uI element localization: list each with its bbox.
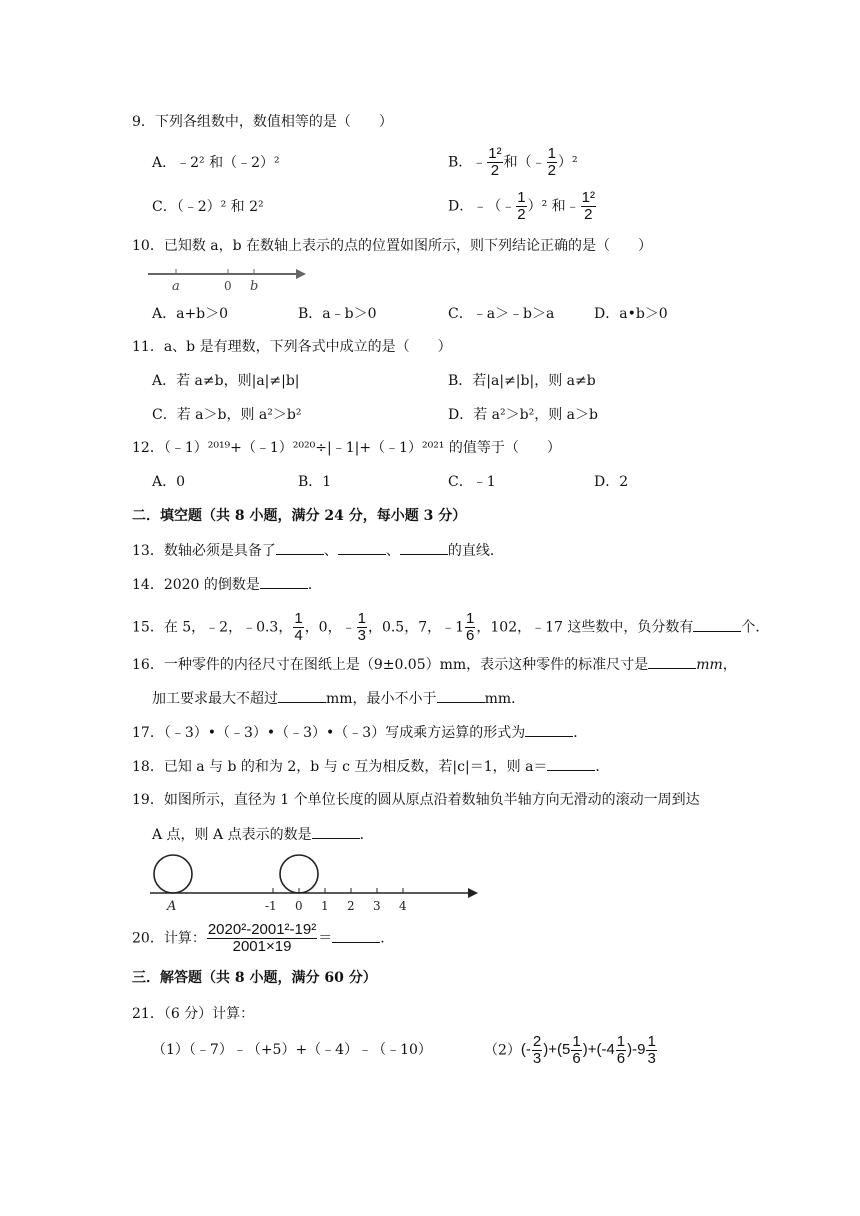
q19-line-2: A 点，则 A 点表示的数是 ． — [152, 824, 374, 845]
answer-blank — [693, 617, 741, 632]
q11-stem: 11．a、b 是有理数，下列各式中成立的是（ ） — [132, 339, 452, 355]
answer-blank — [400, 540, 448, 555]
q10-option-b: B．a﹣b＞0 — [298, 306, 377, 322]
answer-blank — [312, 824, 360, 839]
q11-option-c: C．若 a＞b，则 a²＞b² — [152, 407, 302, 423]
fraction-1-over-4: $\frac{1}{4}$ — [294, 610, 303, 644]
q19-rolling-circle-diagram — [148, 852, 483, 914]
q12-stem: 12．（﹣1）²⁰¹⁹+（﹣1）²⁰²⁰÷|﹣1|+（﹣1）²⁰²¹ 的值等于（ ） — [132, 440, 561, 456]
q18: 18．已知 a 与 b 的和为 2，b 与 c 互为相反数，若|c|＝1，则 a＝ ． — [132, 756, 609, 777]
q21-part-1: （1）（﹣7）﹣（+5）+（﹣4）﹣（﹣10） — [152, 1042, 432, 1058]
q13: 13．数轴必须是具备了 、 、 的直线． — [132, 540, 504, 561]
q16-line-1: 16．一种零件的内径尺寸在图纸上是（9±0.05）mm，表示这种零件的标准尺寸是 mm， — [132, 654, 737, 675]
q9-option-a: A．﹣2² 和（﹣2）² — [152, 155, 280, 171]
axis-label-A: A — [167, 899, 177, 914]
q10-stem: 10．已知数 a，b 在数轴上表示的点的位置如图所示，则下列结论正确的是（ ） — [132, 238, 653, 254]
answer-blank — [525, 722, 573, 737]
answer-blank — [260, 574, 308, 589]
answer-blank — [332, 928, 380, 943]
q14: 14．2020 的倒数是 ． — [132, 574, 322, 595]
answer-blank — [437, 688, 485, 703]
fraction-1-squared-over-2: $\frac{\text{1²}}{2}$ — [488, 145, 502, 179]
q20-fraction: $\frac{\text{2020²-2001²-19²}}{2001\times 19}$ — [207, 921, 317, 955]
q16-line-2: 加工要求最大不超过 mm，最小不小于 mm． — [152, 688, 525, 709]
section-2-heading: 二．填空题（共 8 小题，满分 24 分，每小题 3 分） — [132, 508, 467, 524]
axis-label-b: b — [250, 279, 259, 294]
q12-option-b: B．1 — [298, 474, 332, 490]
q21-stem: 21．（6 分）计算： — [132, 1006, 255, 1022]
axis-label-0: 0 — [295, 899, 303, 913]
answer-blank — [648, 654, 696, 669]
fraction-1-over-2: $\frac{1}{2}$ — [517, 189, 526, 223]
q19-line-1: 19．如图所示，直径为 1 个单位长度的圆从原点沿着数轴负半轴方向无滑动的滚动一周到达 — [132, 792, 700, 808]
axis-label-neg1: -1 — [265, 899, 277, 913]
q10-option-a: A．a+b＞0 — [152, 306, 229, 322]
section-3-heading: 三．解答题（共 8 小题，满分 60 分） — [132, 970, 377, 986]
answer-blank — [276, 540, 324, 555]
fraction-1-over-6: $\frac{1}{6}$ — [466, 610, 475, 644]
answer-blank — [338, 540, 386, 555]
q9-stem: 9．下列各组数中，数值相等的是（ ） — [132, 114, 393, 130]
q12-option-a: A．0 — [152, 474, 186, 490]
q11-option-a: A．若 a≠b，则|a|≠|b| — [152, 373, 300, 389]
answer-blank — [547, 756, 595, 771]
axis-label-0: 0 — [224, 279, 232, 293]
q10-option-c: C．﹣a＞﹣b＞a — [448, 306, 555, 322]
fraction-1-over-3: $\frac{1}{3}$ — [357, 610, 366, 644]
q11-option-d: D．若 a²＞b²，则 a＞b — [448, 407, 598, 423]
q20: 20．计算： $\frac{\text{2020²-2001²-19²}}{2001\times 19}$ ＝ ． — [132, 921, 395, 955]
axis-label-1: 1 — [321, 899, 329, 913]
fraction-1-squared-over-2: $\frac{\text{1²}}{2}$ — [581, 189, 595, 223]
fraction-1-over-2: $\frac{1}{2}$ — [547, 145, 556, 179]
q9-option-b: B．﹣ $\frac{\text{1²}}{2}$ 和（﹣ $\frac{1}{2}$ ）² — [448, 145, 578, 179]
q9-option-c: C．（﹣2）² 和 2² — [152, 199, 264, 215]
q11-option-b: B．若|a|≠|b|，则 a≠b — [448, 373, 596, 389]
circle-at-origin — [280, 855, 318, 893]
q9-option-d: D．﹣（﹣ $\frac{1}{2}$ ）² 和﹣ $\frac{\text{1²}}{2}$ — [448, 189, 595, 223]
axis-label-a: a — [172, 279, 180, 294]
q10-option-d: D．a•b＞0 — [594, 306, 668, 322]
circle-at-a — [154, 855, 192, 893]
q15: 15．在 5，﹣2，﹣0.3， $\frac{1}{4}$ ，0，﹣ $\frac{1}{3}$ ，0.5，7，﹣1 $\frac{1}{6}$ ，102，﹣17 这些数中，负分数有 个． — [132, 610, 770, 644]
axis-label-3: 3 — [373, 899, 381, 913]
axis-label-2: 2 — [347, 899, 355, 913]
answer-blank — [278, 688, 326, 703]
q21-part-2: （2）(- $\frac{2}{3}$ )+(5 $\frac{1}{6}$ )+(-4 $\frac{1}{6}$ )-9 $\frac{1}{3}$ — [484, 1033, 656, 1067]
axis-label-4: 4 — [399, 899, 407, 913]
q17: 17．（﹣3）•（﹣3）•（﹣3）•（﹣3）写成乘方运算的形式为 ． — [132, 722, 587, 743]
q10-number-line — [146, 266, 311, 294]
q12-option-d: D．2 — [594, 474, 629, 490]
q12-option-c: C．﹣1 — [448, 474, 496, 490]
